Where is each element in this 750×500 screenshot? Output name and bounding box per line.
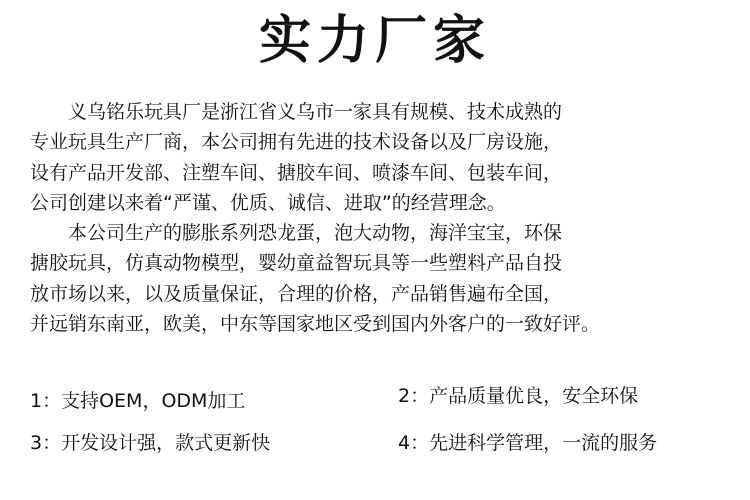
page-title: 实力厂家 <box>258 10 491 71</box>
intro-line: 设有产品开发部、注塑车间、搪胶车间、喷漆车间、包装车间， <box>30 161 563 184</box>
intro-line: 专业玩具生产厂商，本公司拥有先进的技术设备以及厂房设施， <box>30 131 563 154</box>
feature-item-quality: 2：产品质量优良，安全环保 <box>398 385 639 407</box>
intro-line: 并远销东南亚，欧美，中东等国家地区受到国内外客户的一致好评。 <box>30 313 601 336</box>
intro-line: 本公司生产的膨胀系列恐龙蛋，泡大动物，海洋宝宝，环保 <box>68 222 563 245</box>
feature-item-design: 3：开发设计强，款式更新快 <box>30 432 271 454</box>
feature-item-service: 4：先进科学管理，一流的服务 <box>398 432 658 454</box>
intro-line: 公司创建以来着“严谨、优质、诚信、进取”的经营理念。 <box>30 191 506 214</box>
intro-line: 搪胶玩具，仿真动物模型，婴幼童益智玩具等一些塑料产品自投 <box>30 252 563 275</box>
feature-item-oem-odm: 1：支持OEM，ODM加工 <box>30 390 246 412</box>
intro-line: 义乌铭乐玩具厂是浙江省义乌市一家具有规模、技术成熟的 <box>68 101 563 123</box>
intro-line: 放市场以来，以及质量保证，合理的价格，产品销售遍布全国， <box>30 282 563 305</box>
